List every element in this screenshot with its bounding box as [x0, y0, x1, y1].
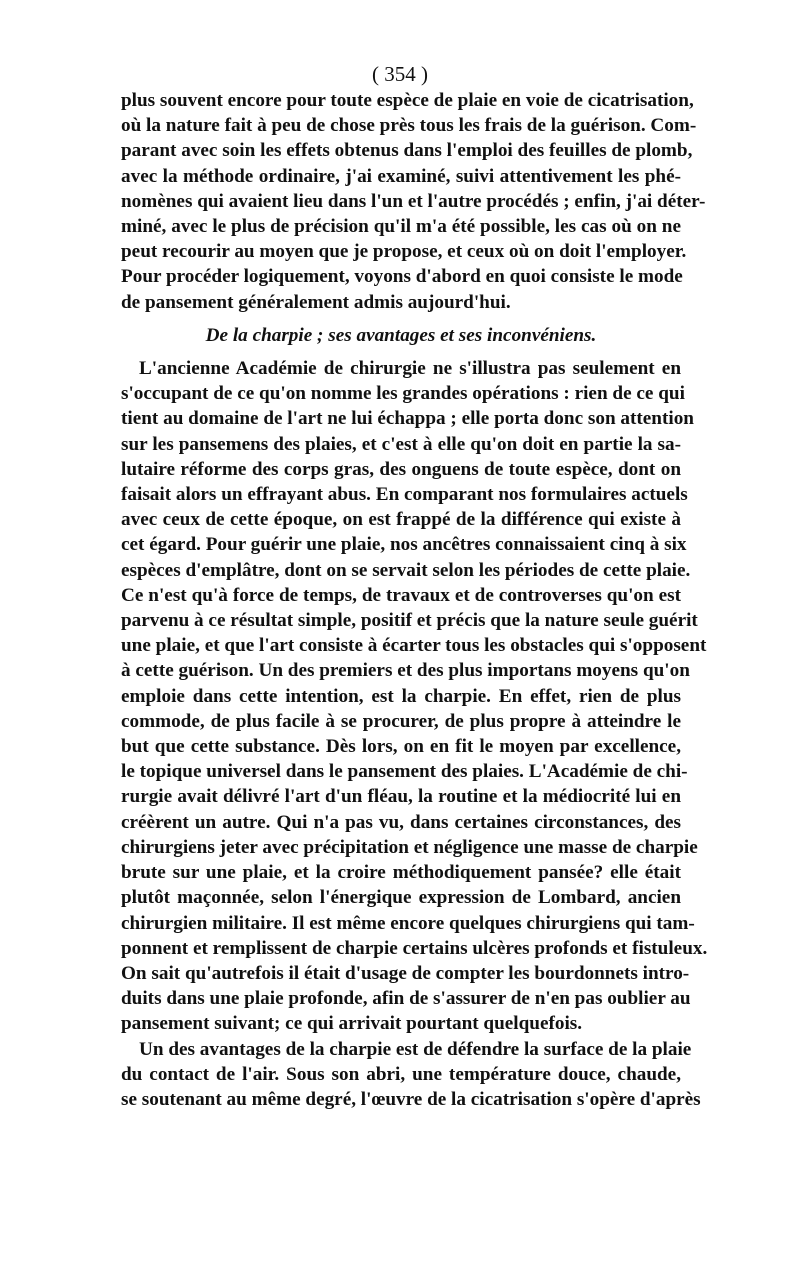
text-line: espèces d'emplâtre, dont on se servait selon les périodes de cette plaie.: [121, 559, 691, 581]
text-line: à cette guérison. Un des premiers et des plus importans moyens qu'on: [121, 660, 690, 682]
text-line: chirurgiens jeter avec précipitation et négligence une masse de charpie: [121, 836, 698, 858]
page-body: [121, 88, 708, 1112]
text-line: ponnent et remplissent de charpie certains ulcères profonds et fistuleux.: [121, 937, 708, 959]
text-line: brute sur une plaie, et la croire méthodiquement pansée? elle était: [121, 862, 681, 884]
text-line: parant avec soin les effets obtenus dans l'emploi des feuilles de plomb,: [121, 140, 693, 162]
text-line: de pansement généralement admis aujourd'hui.: [121, 291, 511, 313]
text-line: plutôt maçonnée, selon l'énergique expression de Lombard, ancien: [121, 887, 681, 909]
text-line: rurgie avait délivré l'art d'un fléau, la routine et la médiocrité lui en: [121, 786, 681, 808]
text-line: avec la méthode ordinaire, j'ai examiné, suivi attentivement les phé-: [121, 165, 681, 187]
paragraph-2: [121, 356, 708, 1036]
text-line: le topique universel dans le pansement des plaies. L'Académie de chi-: [121, 761, 688, 783]
text-line: se soutenant au même degré, l'œuvre de la cicatrisation s'opère d'après: [121, 1088, 701, 1110]
text-line: sur les pansemens des plaies, et c'est à elle qu'on doit en partie la sa-: [121, 433, 681, 455]
text-line: Ce n'est qu'à force de temps, de travaux et de controverses qu'on est: [121, 584, 681, 606]
text-line: duits dans une plaie profonde, afin de s'assurer de n'en pas oublier au: [121, 988, 691, 1010]
text-line: parvenu à ce résultat simple, positif et précis que la nature seule guérit: [121, 610, 698, 632]
text-line: plus souvent encore pour toute espèce de plaie en voie de cicatrisation,: [121, 90, 694, 111]
text-line: faisait alors un effrayant abus. En comparant nos formulaires actuels: [121, 484, 688, 506]
text-line: s'occupant de ce qu'on nomme les grandes opérations : rien de ce qui: [121, 383, 685, 405]
paragraph-1: [121, 88, 706, 315]
text-line: où la nature fait à peu de chose près tous les frais de la guérison. Com-: [121, 115, 697, 137]
text-line: emploie dans cette intention, est la charpie. En effet, rien de plus: [121, 685, 681, 707]
text-line: lutaire réforme des corps gras, des onguens de toute espèce, dont on: [121, 458, 681, 480]
text-line: cet égard. Pour guérir une plaie, nos ancêtres connaissaient cinq à six: [121, 534, 687, 556]
text-line: avec ceux de cette époque, on est frappé de la différence qui existe à: [121, 509, 681, 531]
paragraph-3: [121, 1037, 701, 1113]
page-number: ( 354 ): [372, 62, 428, 86]
section-heading: De la charpie ; ses avantages et ses inconvéniens.: [205, 324, 597, 346]
text-line: créèrent un autre. Qui n'a pas vu, dans certaines circonstances, des: [121, 811, 681, 833]
text-line: pansement suivant; ce qui arrivait pourtant quelquefois.: [121, 1013, 583, 1035]
text-line: tient au domaine de l'art ne lui échappa ; elle porta donc son attention: [121, 408, 694, 430]
text-line: peut recourir au moyen que je propose, et ceux où on doit l'employer.: [121, 241, 687, 263]
text-line: chirurgien militaire. Il est même encore quelques chirurgiens qui tam-: [121, 912, 695, 934]
text-line: Pour procéder logiquement, voyons d'abord en quoi consiste le mode: [121, 266, 683, 288]
text-line: commode, de plus facile à se procurer, de plus propre à atteindre le: [121, 710, 681, 732]
text-line: but que cette substance. Dès lors, on en fit le moyen par excellence,: [121, 736, 681, 758]
text-line: du contact de l'air. Sous son abri, une température douce, chaude,: [121, 1063, 681, 1085]
text-line: L'ancienne Académie de chirurgie ne s'illustra pas seulement en: [139, 358, 681, 380]
text-line: nomènes qui avaient lieu dans l'un et l'autre procédés ; enfin, j'ai déter-: [121, 190, 706, 212]
text-line: une plaie, et que l'art consiste à écarter tous les obstacles qui s'opposent: [121, 635, 707, 657]
text-line: Un des avantages de la charpie est de défendre la surface de la plaie: [139, 1038, 692, 1060]
text-line: miné, avec le plus de précision qu'il m'a été possible, les cas où on ne: [121, 216, 681, 238]
text-line: On sait qu'autrefois il était d'usage de compter les bourdonnets intro-: [121, 962, 690, 984]
